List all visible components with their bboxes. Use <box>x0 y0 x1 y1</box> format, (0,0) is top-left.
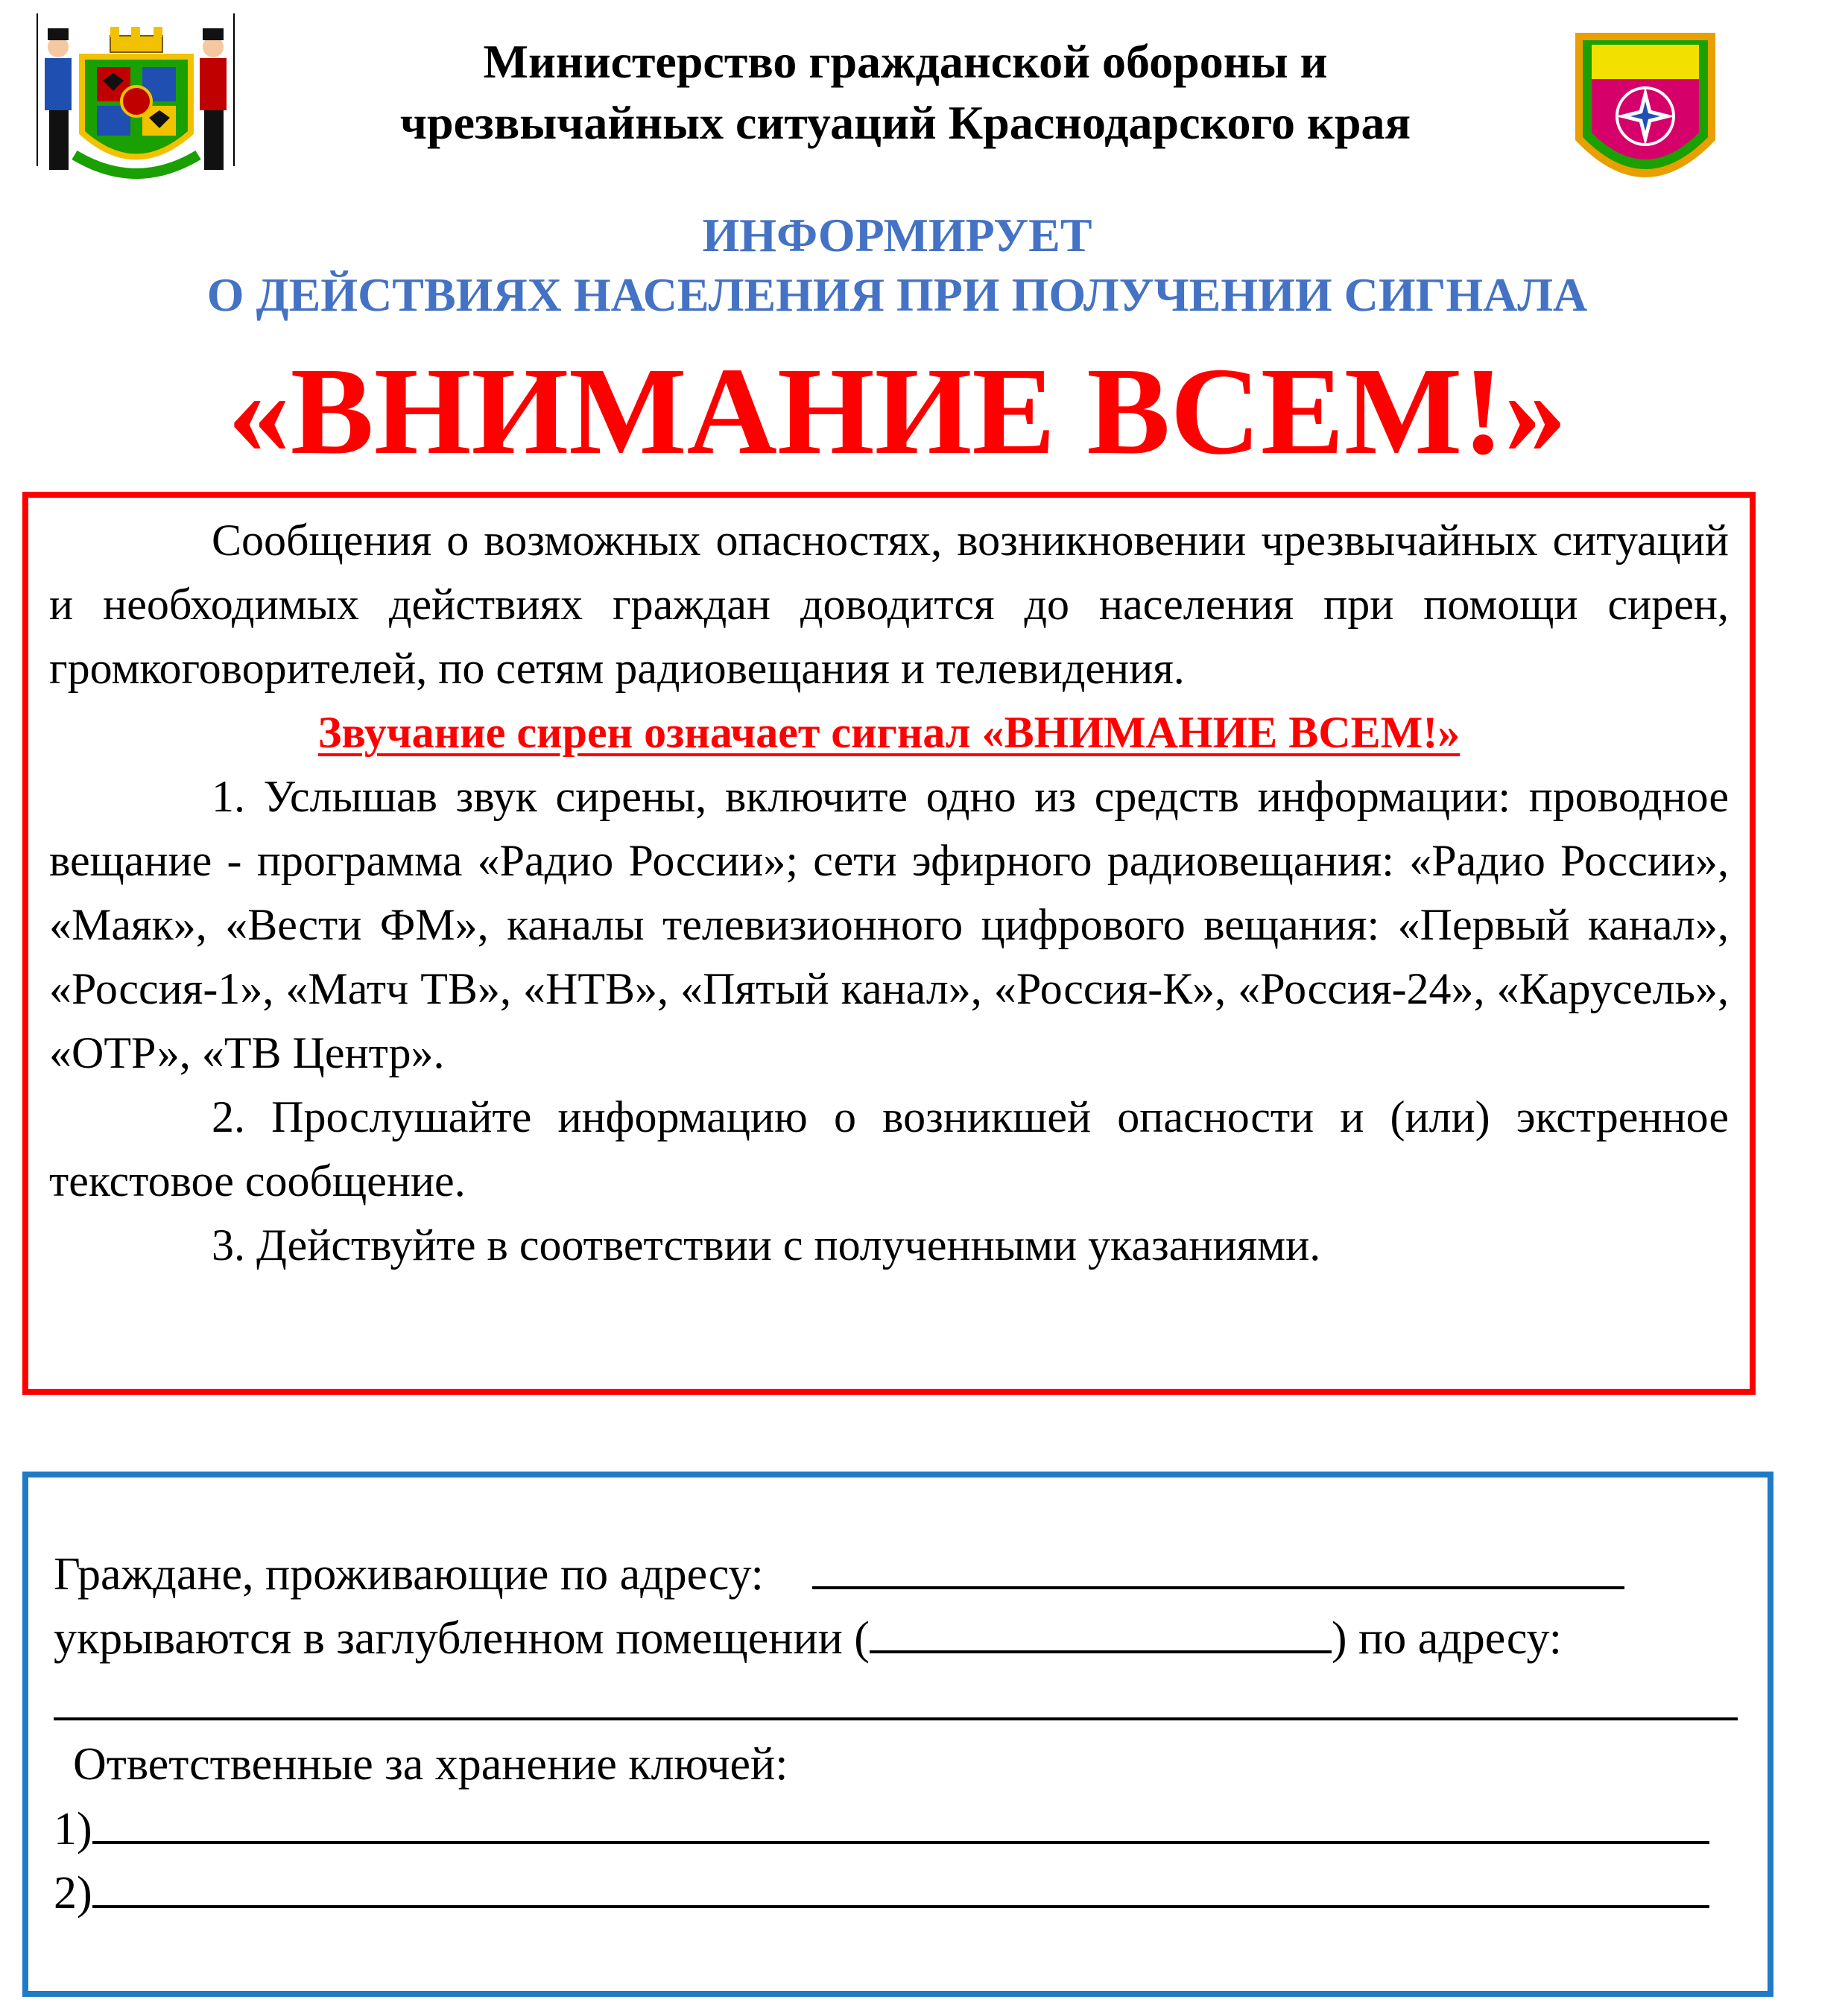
ministry-line-1: Министерство гражданской обороны и <box>483 35 1328 88</box>
keys-label: Ответственные за хранение ключей: <box>73 1739 788 1790</box>
ministry-line-2: чрезвычайных ситуаций Краснодарского края <box>399 96 1411 149</box>
krasnodar-coat-of-arms-icon <box>22 6 250 189</box>
key-holder-1-row <box>54 1802 1709 1855</box>
info-box <box>22 492 1756 1395</box>
emercom-emblem-icon <box>1571 28 1720 207</box>
step-2: 2. Прослушайте информацию о возникшей опасности и (или) экстренное текстовое сообщение. <box>49 1092 1729 1206</box>
signal-heading <box>49 700 1729 764</box>
shelter-label-start: укрываются в заглубленном помещении ( <box>54 1613 870 1664</box>
informs-line-2: О ДЕЙСТВИЯХ НАСЕЛЕНИЯ ПРИ ПОЛУЧЕНИИ СИГНАЛА <box>206 268 1588 321</box>
informs-heading <box>0 206 1794 325</box>
step-3: 3. Действуйте в соответствии с полученными указаниями. <box>212 1220 1321 1270</box>
informs-line-1: ИНФОРМИРУЕТ <box>702 209 1092 262</box>
shelter-address-field[interactable] <box>54 1717 1738 1720</box>
step-1: 1. Услышав звук сирены, включите одно из средств информации: проводное вещание - программа «Радио России»; сети эфирного радиовещания: «Радио России», «Маяк», «Вести ФМ», каналы телевизионного цифрового вещания: «Первый канал», «Россия-1», «Матч ТВ», «НТВ», «Пятый канал», «Россия-К», «Россия-24», «Карусель», «ОТР», «ТВ Центр». <box>49 772 1729 1077</box>
residents-row <box>54 1548 1624 1600</box>
key-holder-2-label: 2) <box>54 1868 92 1919</box>
shelter-type-field[interactable] <box>870 1612 1332 1653</box>
key-holder-1-field[interactable] <box>92 1802 1709 1844</box>
attention-all-title: «ВНИМАНИЕ ВСЕМ!» <box>227 342 1567 481</box>
shelter-form <box>22 1472 1773 1997</box>
residents-address-field[interactable] <box>812 1548 1624 1589</box>
signal-text: Звучание сирен означает сигнал «ВНИМАНИЕ ВСЕМ!» <box>317 708 1461 757</box>
shelter-label-end: ) по адресу: <box>1331 1613 1562 1664</box>
residents-label: Граждане, проживающие по адресу: <box>54 1549 764 1600</box>
shelter-row <box>54 1612 1562 1665</box>
key-holder-1-label: 1) <box>54 1804 92 1855</box>
key-holder-2-row <box>54 1866 1709 1919</box>
key-holder-2-field[interactable] <box>92 1866 1709 1908</box>
ministry-title <box>246 31 1565 153</box>
intro-paragraph: Сообщения о возможных опасностях, возникновении чрезвычайных ситуаций и необходимых действиях граждан доводится до населения при помощи сирен, громкоговорителей, по сетям радиовещания и телевидения. <box>49 516 1729 693</box>
